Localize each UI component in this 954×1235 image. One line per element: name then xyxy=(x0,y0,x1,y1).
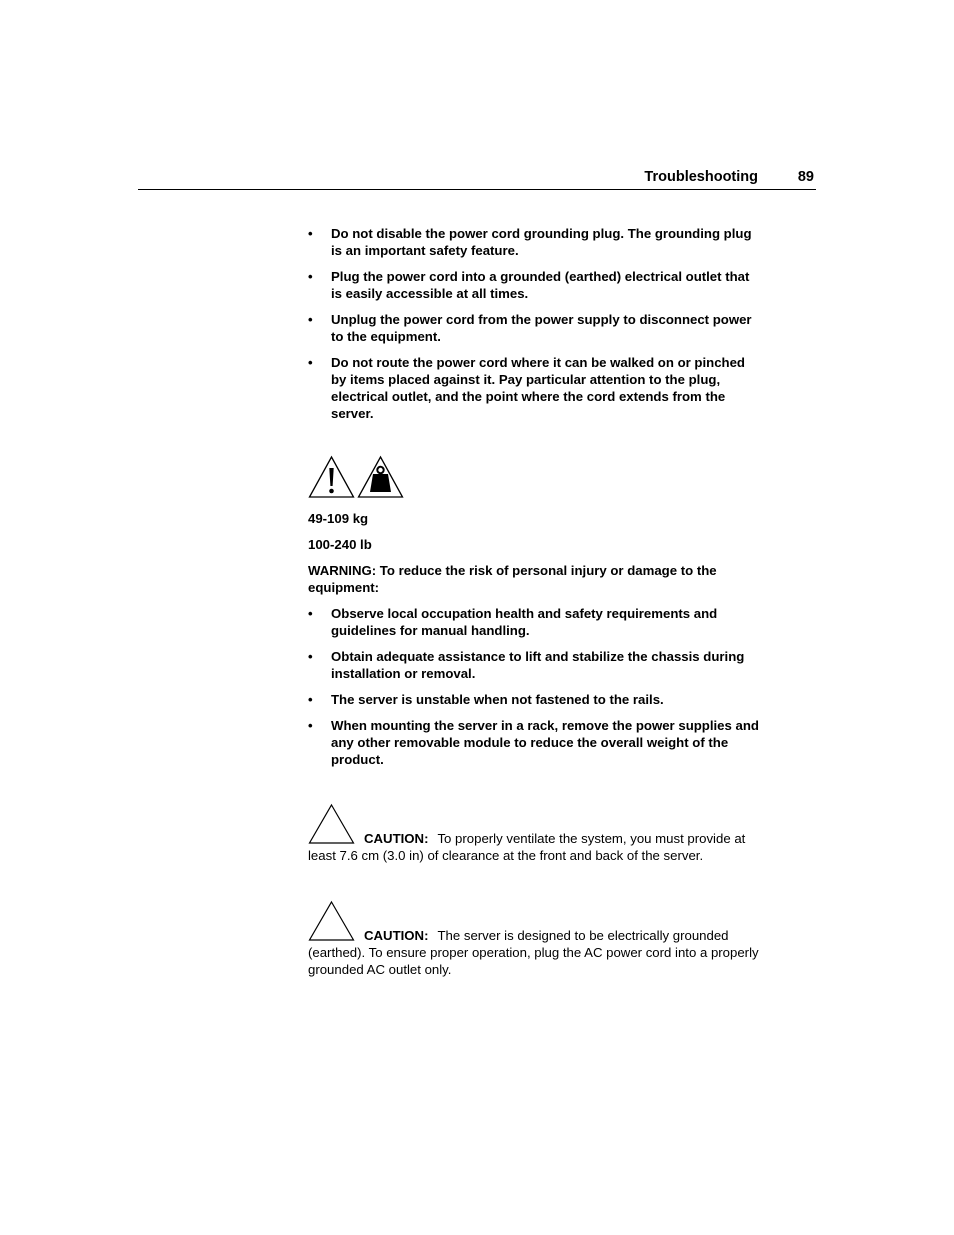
list-item xyxy=(308,268,760,302)
list-item xyxy=(308,605,760,639)
list-item xyxy=(308,691,760,708)
bullet-icon: • xyxy=(308,269,313,284)
bullet-icon: • xyxy=(308,355,313,370)
list-item-text: Do not route the power cord where it can be walked on or pinched by items placed against it. Pay particular attention to the plug, electrical outlet, and the point where the cord extends from the server. xyxy=(331,355,745,421)
caution-text: The server is designed to be electrically grounded (earthed). To ensure proper operation, plug the AC power cord into a properly grounded AC outlet only. xyxy=(308,928,759,977)
weight-kg: 49-109 kg xyxy=(308,511,369,526)
caution-triangle-icon xyxy=(308,900,355,942)
list-item-text: Observe local occupation health and safety requirements and guidelines for manual handling. xyxy=(331,606,718,638)
list-item-text: Plug the power cord into a grounded (earthed) electrical outlet that is easily accessible at all times. xyxy=(331,269,750,301)
list-item xyxy=(308,225,760,259)
caution-triangle-icon xyxy=(308,803,355,845)
caution-grounding xyxy=(308,900,760,978)
bullet-icon: • xyxy=(308,692,313,707)
list-item-text: The server is unstable when not fastened to the rails. xyxy=(331,692,664,707)
bullet-icon: • xyxy=(308,649,313,664)
bullet-icon: • xyxy=(308,312,313,327)
page-header xyxy=(138,168,816,190)
lifting-bullet-list xyxy=(308,605,760,768)
caution-ventilation xyxy=(308,803,760,864)
weight-lb: 100-240 lb xyxy=(308,537,372,552)
header-title: Troubleshooting xyxy=(644,169,758,185)
list-item-text: Unplug the power cord from the power supply to disconnect power to the equipment. xyxy=(331,312,752,344)
power-cord-bullet-list xyxy=(308,225,760,422)
bullet-icon: • xyxy=(308,718,313,733)
list-item xyxy=(308,648,760,682)
bullet-icon: • xyxy=(308,226,313,241)
heavy-weight-icon xyxy=(357,455,404,499)
warning-triangle-icon xyxy=(308,455,355,499)
list-item-text: When mounting the server in a rack, remove the power supplies and any other removable module to reduce the overall weight of the product. xyxy=(331,718,759,767)
list-item-text: Obtain adequate assistance to lift and stabilize the chassis during installation or removal. xyxy=(331,649,745,681)
list-item xyxy=(308,311,760,345)
page-number: 89 xyxy=(797,169,814,185)
caution-label: CAUTION: xyxy=(364,928,429,943)
warning-text: WARNING: To reduce the risk of personal injury or damage to the equipment: xyxy=(308,563,717,595)
safety-icons xyxy=(308,455,760,500)
bullet-icon: • xyxy=(308,606,313,621)
list-item xyxy=(308,354,760,422)
list-item xyxy=(308,717,760,768)
list-item-text: Do not disable the power cord grounding plug. The grounding plug is an important safety feature. xyxy=(331,226,752,258)
page-content xyxy=(308,225,760,978)
caution-label: CAUTION: xyxy=(364,831,429,846)
caution-text: To properly ventilate the system, you must provide at least 7.6 cm (3.0 in) of clearance at the front and back of the server. xyxy=(308,831,746,863)
